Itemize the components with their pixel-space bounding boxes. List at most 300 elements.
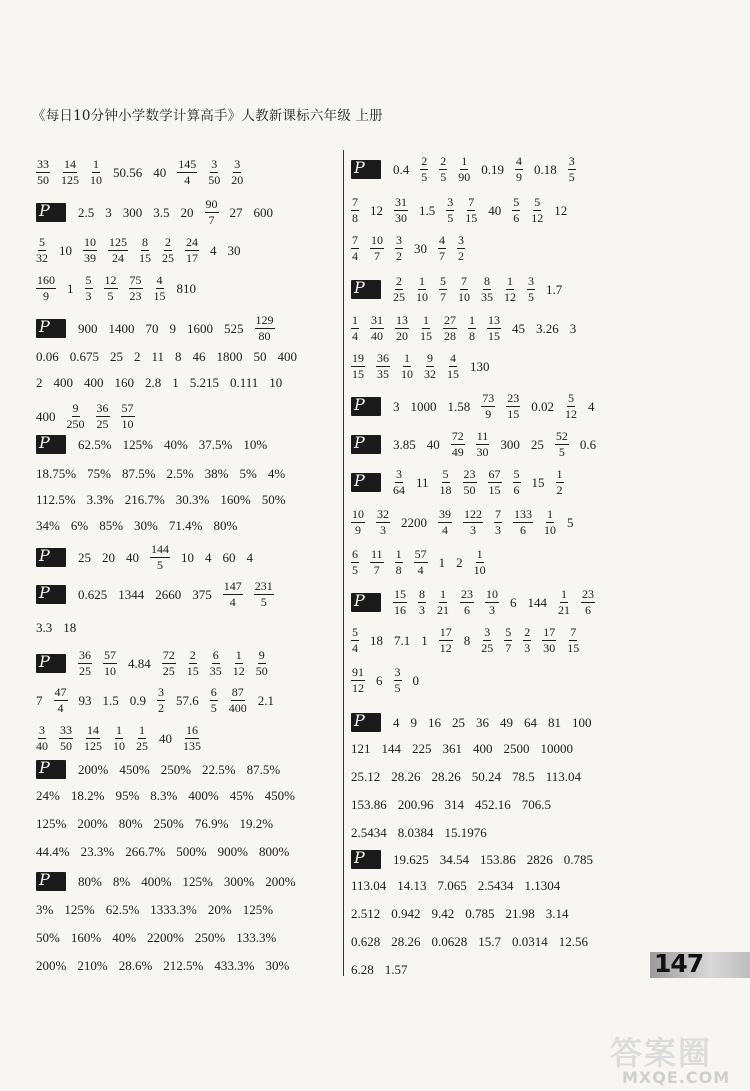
answer-value: 2 xyxy=(36,375,43,390)
denominator: 7 xyxy=(439,249,445,263)
fraction-answer xyxy=(351,314,359,343)
fraction xyxy=(438,508,452,537)
answer-value: 2826 xyxy=(526,851,553,867)
answer-row xyxy=(351,934,599,950)
numerator: 7 xyxy=(495,507,501,521)
denominator: 6 xyxy=(513,211,520,225)
answer-value: 45 xyxy=(512,320,525,336)
fraction-answer xyxy=(254,580,274,609)
fraction-answer xyxy=(205,198,219,227)
answer-value: 3.26 xyxy=(536,320,559,336)
answer-value: 200% xyxy=(77,816,108,831)
answer-value: 6 xyxy=(510,594,517,610)
answer-value: 28.26 xyxy=(391,934,421,949)
numerator: 3 xyxy=(39,723,45,737)
denominator: 12 xyxy=(439,641,452,655)
answer-value: 1.58 xyxy=(447,398,471,414)
answer-value: 144 xyxy=(381,741,401,756)
denominator: 25 xyxy=(79,664,91,678)
denominator: 17 xyxy=(186,251,198,265)
denominator: 25 xyxy=(96,417,109,431)
denominator: 3 xyxy=(524,641,531,655)
numerator: 9 xyxy=(427,351,433,365)
denominator: 7 xyxy=(505,641,512,655)
denominator: 10 xyxy=(121,417,134,431)
fraction xyxy=(395,314,409,343)
numerator: 145 xyxy=(178,157,197,171)
fraction xyxy=(177,158,197,187)
answer-value: 25 xyxy=(530,436,544,452)
fraction-answer xyxy=(351,196,359,225)
answer-row xyxy=(36,543,264,572)
fraction xyxy=(451,430,465,459)
answer-value: 30.3% xyxy=(175,492,210,507)
numerator: 5 xyxy=(568,391,574,405)
answer-row xyxy=(351,626,590,655)
fraction xyxy=(481,626,493,655)
exercise-marker-icon xyxy=(351,280,381,299)
answer-value: 6.28 xyxy=(351,962,374,977)
numerator: 3 xyxy=(394,665,401,679)
answer-value: 1 xyxy=(172,375,179,390)
fraction xyxy=(487,314,501,343)
fraction xyxy=(223,580,243,609)
answer-value: 1 xyxy=(421,632,428,648)
answer-row xyxy=(36,844,300,860)
answer-value: 28.26 xyxy=(391,769,421,784)
answer-value: 1 xyxy=(438,554,446,570)
fraction xyxy=(78,649,92,678)
fraction xyxy=(468,314,476,343)
answer-row xyxy=(36,158,254,187)
numerator: 1 xyxy=(507,274,513,288)
numerator: 10 xyxy=(371,233,383,247)
denominator: 5 xyxy=(447,211,454,225)
fraction xyxy=(351,626,359,655)
numerator: 6 xyxy=(352,547,358,561)
numerator: 1 xyxy=(419,274,425,288)
denominator: 25 xyxy=(162,664,175,678)
numerator: 10 xyxy=(352,507,364,521)
exercise-marker-icon xyxy=(351,850,381,869)
answer-value: 0.111 xyxy=(230,375,259,390)
numerator: 3 xyxy=(528,274,534,288)
fraction-answer xyxy=(36,158,50,187)
denominator: 5 xyxy=(107,289,114,303)
answer-value: 62.5% xyxy=(78,436,112,452)
numerator: 5 xyxy=(352,625,358,639)
denominator: 400 xyxy=(228,701,247,715)
page-number: 147 xyxy=(654,949,704,978)
answer-value: 50.24 xyxy=(471,769,501,784)
numerator: 13 xyxy=(396,313,408,327)
denominator: 40 xyxy=(36,739,48,753)
denominator: 2 xyxy=(158,701,164,715)
answer-value: 60 xyxy=(222,549,236,565)
answer-value: 7 xyxy=(36,692,43,708)
fraction-answer xyxy=(393,588,407,617)
fraction xyxy=(351,508,365,537)
fraction-answer xyxy=(457,234,465,263)
answer-row xyxy=(351,666,430,695)
numerator: 2 xyxy=(165,235,171,249)
fraction xyxy=(488,468,502,497)
numerator: 3 xyxy=(234,157,241,171)
fraction-answer xyxy=(150,543,170,572)
fraction xyxy=(210,649,222,678)
fraction xyxy=(103,649,117,678)
denominator: 15 xyxy=(488,329,500,343)
numerator: 3 xyxy=(396,467,402,481)
fraction-answer xyxy=(465,196,477,225)
fraction-answer xyxy=(494,508,502,537)
fraction xyxy=(113,724,125,753)
answer-row xyxy=(351,850,604,869)
fraction-answer xyxy=(121,402,135,431)
answer-row xyxy=(36,686,285,715)
numerator: 2 xyxy=(421,154,428,168)
answer-value: 10 xyxy=(59,242,72,258)
fraction xyxy=(420,155,428,184)
page-header: 《每日10分钟小学数学计算高手》人教新课标六年级 上册 xyxy=(32,108,383,124)
fraction xyxy=(401,352,413,381)
answer-value: 300 xyxy=(500,436,520,452)
answer-value: 40 xyxy=(159,730,172,746)
fraction xyxy=(90,158,102,187)
numerator: 5 xyxy=(442,467,449,481)
answer-value: 0.02 xyxy=(531,398,554,414)
answer-value: 8 xyxy=(463,632,471,648)
denominator: 15 xyxy=(139,251,151,265)
answer-value: 266.7% xyxy=(125,844,166,859)
denominator: 10 xyxy=(401,367,413,381)
fraction-answer xyxy=(395,548,403,577)
answer-value: 0.0314 xyxy=(512,934,548,949)
answer-value: 21.98 xyxy=(505,906,535,921)
answer-row xyxy=(36,958,300,974)
fraction xyxy=(351,314,359,343)
exercise-marker-icon xyxy=(351,160,381,179)
answer-value: 78.5 xyxy=(512,769,535,784)
answer-value: 160% xyxy=(220,492,251,507)
answer-value: 15 xyxy=(531,474,545,490)
numerator: 14 xyxy=(87,723,99,737)
fraction xyxy=(351,666,365,695)
denominator: 20 xyxy=(231,173,244,187)
answer-row xyxy=(351,588,606,617)
fraction xyxy=(229,686,247,715)
fraction xyxy=(394,666,402,695)
numerator: 3 xyxy=(458,233,464,247)
exercise-marker-icon xyxy=(36,548,66,567)
numerator: 4 xyxy=(439,233,445,247)
answer-value: 70 xyxy=(145,320,159,336)
numerator: 7 xyxy=(352,233,358,247)
fraction xyxy=(36,158,50,187)
denominator: 2 xyxy=(556,483,563,497)
answer-value: 3 xyxy=(393,398,400,414)
fraction-answer xyxy=(542,626,556,655)
fraction xyxy=(420,314,432,343)
answer-value: 400 xyxy=(53,375,73,390)
answer-row xyxy=(36,620,87,636)
fraction-answer xyxy=(544,508,556,537)
numerator: 11 xyxy=(371,547,383,561)
numerator: 57 xyxy=(104,648,116,662)
answer-row xyxy=(36,902,284,918)
answer-value: 19.625 xyxy=(393,851,429,867)
fraction xyxy=(504,275,516,304)
answer-value: 4% xyxy=(267,466,286,481)
answer-value: 125% xyxy=(122,436,153,452)
numerator: 33 xyxy=(60,723,72,737)
fraction-answer xyxy=(565,392,577,421)
numerator: 5 xyxy=(513,467,520,481)
answer-value: 1344 xyxy=(118,586,145,602)
answer-value: 706.5 xyxy=(521,797,551,812)
fraction xyxy=(96,402,110,431)
fraction-answer xyxy=(481,392,495,421)
fraction xyxy=(59,724,73,753)
answer-value: 0.625 xyxy=(78,586,108,602)
answer-value: 0.0628 xyxy=(431,934,468,949)
denominator: 15 xyxy=(352,367,364,381)
denominator: 2 xyxy=(458,249,464,263)
fraction-answer xyxy=(504,275,516,304)
numerator: 75 xyxy=(129,273,142,287)
answer-value: 160% xyxy=(70,930,102,945)
fraction-answer xyxy=(401,352,413,381)
denominator: 5 xyxy=(440,170,447,184)
numerator: 1 xyxy=(404,351,410,365)
fraction xyxy=(439,626,453,655)
denominator: 12 xyxy=(504,290,516,304)
numerator: 24 xyxy=(186,235,198,249)
answer-value: 6% xyxy=(70,518,89,533)
fraction xyxy=(83,236,97,265)
denominator: 10 xyxy=(473,563,486,577)
answer-row xyxy=(36,375,293,391)
numerator: 1 xyxy=(556,467,563,481)
answer-value: 125% xyxy=(182,873,213,889)
exercise-marker-icon xyxy=(351,473,381,492)
answer-value: 10000 xyxy=(540,741,573,756)
answer-value: 81 xyxy=(548,714,561,730)
denominator: 35 xyxy=(377,367,389,381)
fraction-answer xyxy=(36,236,48,265)
denominator: 10 xyxy=(416,290,428,304)
fraction-answer xyxy=(394,196,408,225)
answer-value: 40 xyxy=(426,436,440,452)
denominator: 4 xyxy=(229,595,236,609)
denominator: 135 xyxy=(183,739,201,753)
answer-value: 0.06 xyxy=(36,349,59,364)
numerator: 73 xyxy=(482,391,495,405)
numerator: 1 xyxy=(116,723,122,737)
fraction xyxy=(36,274,56,303)
answer-value: 2 xyxy=(134,349,141,364)
answer-value: 7.065 xyxy=(437,878,467,893)
answer-value: 2 xyxy=(456,554,463,570)
denominator: 10 xyxy=(458,290,470,304)
denominator: 15 xyxy=(420,329,432,343)
answer-value: 37.5% xyxy=(198,436,233,452)
fraction xyxy=(424,352,436,381)
fraction-answer xyxy=(183,724,201,753)
answer-row xyxy=(351,825,498,841)
fraction-answer xyxy=(395,314,409,343)
answer-value: 160 xyxy=(114,375,134,390)
numerator: 2 xyxy=(189,648,196,662)
page-number-tab xyxy=(650,949,750,978)
fraction xyxy=(61,158,79,187)
answer-value: 14.13 xyxy=(397,878,427,893)
answer-value: 50.56 xyxy=(113,164,143,180)
answer-value: 4.84 xyxy=(128,655,151,671)
fraction-answer xyxy=(513,508,533,537)
watermark-logo: 答案圈 xyxy=(610,1034,713,1072)
answer-row xyxy=(351,962,419,978)
answer-row xyxy=(36,930,287,946)
fraction xyxy=(108,236,128,265)
denominator: 12 xyxy=(565,407,577,421)
answer-value: 30 xyxy=(414,240,427,256)
answer-value: 3.5 xyxy=(153,204,170,220)
answer-value: 144 xyxy=(527,594,547,610)
answer-value: 57.6 xyxy=(176,692,199,708)
numerator: 72 xyxy=(451,429,464,443)
denominator: 4 xyxy=(442,523,448,537)
answer-value: 10 xyxy=(181,549,194,565)
denominator: 3 xyxy=(470,523,476,537)
answer-value: 1600 xyxy=(187,320,213,336)
denominator: 3 xyxy=(495,523,501,537)
fraction-answer xyxy=(162,236,174,265)
answer-value: 15.7 xyxy=(478,934,501,949)
fraction xyxy=(544,508,556,537)
answer-value: 24% xyxy=(36,788,60,803)
answer-value: 49 xyxy=(500,714,513,730)
answer-row xyxy=(36,760,291,779)
answer-value: 9 xyxy=(410,714,417,730)
fraction xyxy=(162,649,176,678)
fraction-answer xyxy=(351,508,365,537)
exercise-marker-icon xyxy=(36,760,66,779)
answer-value: 5 xyxy=(567,514,574,530)
numerator: 31 xyxy=(395,195,407,209)
answer-row xyxy=(351,314,587,343)
answer-value: 50% xyxy=(36,930,60,945)
fraction xyxy=(36,236,48,265)
answer-value: 210% xyxy=(77,958,108,973)
numerator: 36 xyxy=(79,648,91,662)
fraction xyxy=(231,158,243,187)
denominator: 2 xyxy=(396,249,402,263)
fraction-answer xyxy=(567,626,579,655)
answer-value: 38% xyxy=(204,466,229,481)
fraction-answer xyxy=(527,275,535,304)
numerator: 125 xyxy=(109,235,127,249)
fraction xyxy=(457,234,465,263)
answer-value: 45% xyxy=(229,788,254,803)
answer-row xyxy=(36,236,252,265)
fraction-answer xyxy=(154,274,166,303)
fraction xyxy=(458,275,470,304)
answer-value: 1400 xyxy=(108,320,135,336)
answer-value: 2.5 xyxy=(78,204,95,220)
denominator: 25 xyxy=(136,739,148,753)
answer-value: 3.14 xyxy=(545,906,569,921)
denominator: 4 xyxy=(352,641,358,655)
answer-value: 95% xyxy=(115,788,140,803)
fraction-answer xyxy=(481,275,493,304)
numerator: 133 xyxy=(514,507,532,521)
answer-row xyxy=(36,816,284,832)
answer-value: 34.54 xyxy=(439,851,469,867)
answer-value: 600 xyxy=(253,204,273,220)
answer-value: 1.57 xyxy=(384,962,408,977)
answer-value: 3% xyxy=(36,902,54,917)
answer-value: 28.6% xyxy=(118,958,153,973)
answer-row xyxy=(36,466,296,482)
fraction-answer xyxy=(523,626,531,655)
answer-value: 0.4 xyxy=(393,161,410,177)
fraction-answer xyxy=(476,430,490,459)
answer-value: 361 xyxy=(442,741,462,756)
answer-value: 10% xyxy=(243,436,268,452)
numerator: 1 xyxy=(423,313,429,327)
answer-value: 2.5434 xyxy=(477,878,514,893)
denominator: 64 xyxy=(393,483,405,497)
fraction-answer xyxy=(420,314,432,343)
denominator: 9 xyxy=(485,407,492,421)
numerator: 87 xyxy=(231,685,244,699)
fraction-answer xyxy=(256,649,268,678)
numerator: 9 xyxy=(258,648,265,662)
fraction xyxy=(504,626,512,655)
denominator: 35 xyxy=(481,290,493,304)
denominator: 4 xyxy=(352,329,358,343)
answer-row xyxy=(351,155,587,184)
fraction-answer xyxy=(556,468,564,497)
fraction-answer xyxy=(488,468,502,497)
fraction-answer xyxy=(440,468,452,497)
answer-row xyxy=(351,548,497,577)
answer-value: 450% xyxy=(119,761,150,777)
answer-value: 11 xyxy=(416,474,429,490)
answer-value: 23.3% xyxy=(80,844,115,859)
answer-value: 125% xyxy=(36,816,67,831)
fraction-answer xyxy=(393,468,405,497)
exercise-marker-icon xyxy=(351,397,381,416)
answer-value: 40 xyxy=(126,549,139,565)
fraction xyxy=(351,352,365,381)
fraction xyxy=(139,236,151,265)
answer-value: 76.9% xyxy=(194,816,229,831)
fraction xyxy=(85,274,93,303)
answer-value: 15.1976 xyxy=(444,825,487,840)
answer-row xyxy=(351,352,501,381)
fraction xyxy=(393,468,405,497)
fraction xyxy=(463,508,483,537)
denominator: 18 xyxy=(439,483,452,497)
fraction xyxy=(463,468,477,497)
fraction-answer xyxy=(370,234,384,263)
fraction xyxy=(446,196,454,225)
answer-value: 4 xyxy=(588,398,595,414)
answer-value: 121 xyxy=(351,741,371,756)
denominator: 50 xyxy=(37,173,49,187)
